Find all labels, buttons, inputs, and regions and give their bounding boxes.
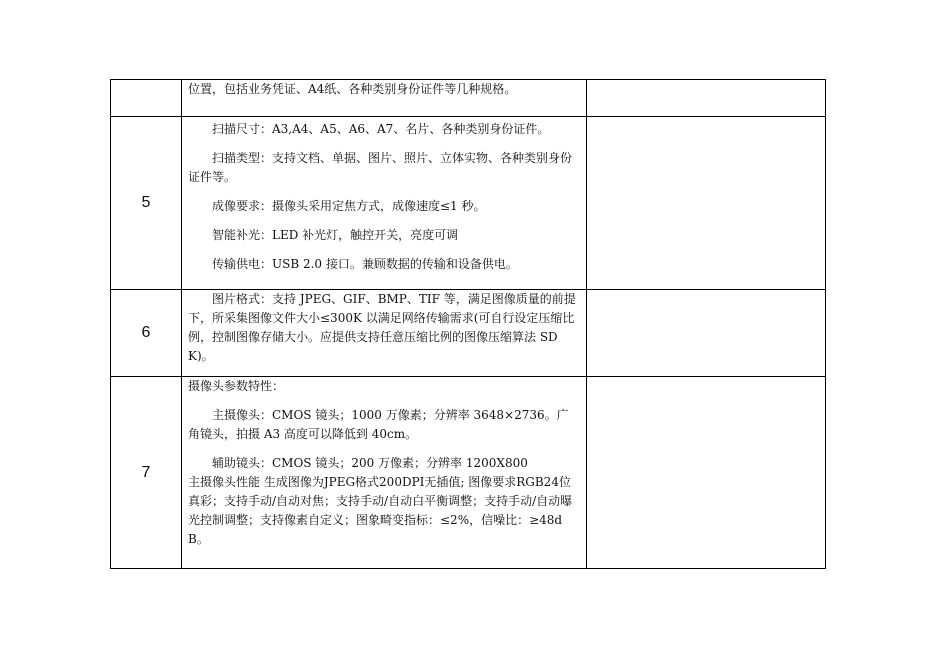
description-cell <box>182 377 587 569</box>
description-line: 传输供电：USB 2.0 接口。兼顾数据的传输和设备供电。 <box>212 257 518 271</box>
spec-table <box>110 79 826 569</box>
remarks-cell <box>587 290 826 377</box>
table-row <box>111 80 826 117</box>
description-line: 辅助镜头：CMOS 镜头；200 万像素；分辨率 1200X800 <box>212 456 528 470</box>
description-line: 智能补光：LED 补光灯，触控开关，亮度可调 <box>212 228 459 242</box>
row-number-cell: 6 <box>111 290 182 377</box>
remarks-cell <box>587 377 826 569</box>
description-line: 成像要求：摄像头采用定焦方式，成像速度≤1 秒。 <box>212 199 486 213</box>
row-number-cell <box>111 80 182 117</box>
description-cell <box>182 290 587 377</box>
description-line: 扫描尺寸：A3,A4、A5、A6、A7、名片、各种类别身份证件。 <box>212 122 550 136</box>
description-cell <box>182 80 587 117</box>
table-row <box>111 117 826 290</box>
row-number-cell: 7 <box>111 377 182 569</box>
remarks-cell <box>587 117 826 290</box>
description-line: 图片格式：支持 JPEG、GIF、BMP、TIF 等，满足图像质量的前提下，所采集图像文件大小≤300K 以满足网络传输需求(可自行设定压缩比例，控制图像存储大小。应提供支持任意压缩比例的图像压缩算法 SDK)。 <box>188 292 576 363</box>
description-line: 扫描类型：支持文档、单据、图片、照片、立体实物、各种类别身份证件等。 <box>188 151 573 184</box>
row-number-cell: 5 <box>111 117 182 290</box>
table-row <box>111 377 826 569</box>
description-line: 摄像头参数特性： <box>188 379 285 393</box>
description-line: 主摄像头性能 生成图像为JPEG格式200DPI无插值; 图像要求RGB24位真彩；支持手动/自动对焦；支持手动/自动白平衡调整；支持手动/自动曝光控制调整；支持像素自定义；图象畸变指标：≤2%，信噪比：≥48dB。 <box>188 475 573 546</box>
description-line: 主摄像头：CMOS 镜头；1000 万像素；分辨率 3648×2736。广角镜头，拍摄 A3 高度可以降低到 40cm。 <box>188 408 569 441</box>
remarks-cell <box>587 80 826 117</box>
description-cell <box>182 117 587 290</box>
table-row <box>111 290 826 377</box>
description-line: 位置，包括业务凭证、A4纸、各种类别身份证件等几种规格。 <box>188 82 517 96</box>
